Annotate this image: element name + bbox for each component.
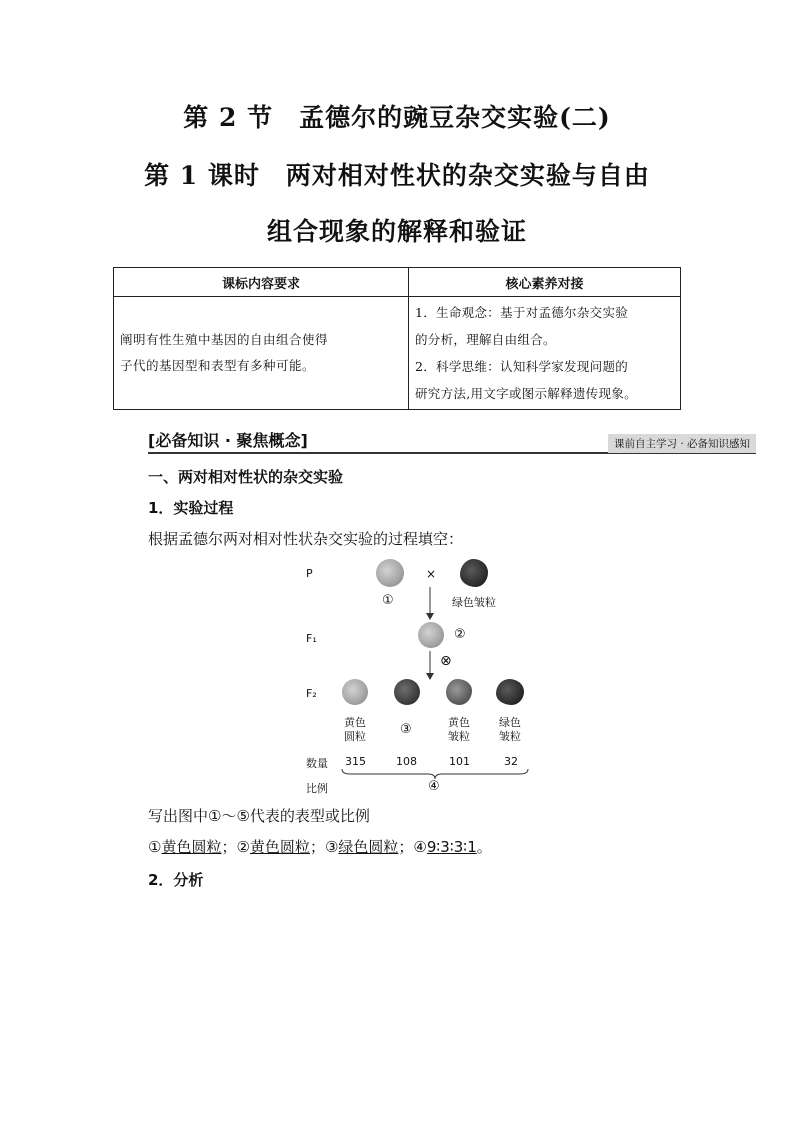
pea-yellow-round-icon xyxy=(376,559,404,587)
literacy-line: 研究方法,用文字或图示解释遗传现象。 xyxy=(415,386,637,401)
arrow-down-icon xyxy=(424,651,436,681)
literacy-line: 1．生命观念：基于对孟德尔杂交实验 xyxy=(415,305,629,320)
arrow-down-icon xyxy=(424,587,436,621)
requirement-cell xyxy=(114,297,409,410)
count-value: 101 xyxy=(449,755,470,768)
heading-experiment-process: 1．实验过程 xyxy=(148,499,234,517)
answer-blank: 9∶3∶3∶1 xyxy=(426,838,477,856)
answer-prefix: ；② xyxy=(221,838,250,856)
col-header-requirement: 课标内容要求 xyxy=(114,268,409,297)
pea-f2-yellow-round-icon xyxy=(342,679,368,705)
pea-f2-green-wrinkled-icon xyxy=(496,679,524,705)
f2-label-1: 黄色 圆粒 xyxy=(344,716,366,743)
answer-blank: 黄色圆粒 xyxy=(161,838,222,856)
heading-cross-experiment: 一、两对相对性状的杂交实验 xyxy=(148,468,344,486)
question-text: 写出图中①～⑤代表的表型或比例 xyxy=(148,807,370,825)
self-cross-symbol: ⊗ xyxy=(440,653,452,669)
literacy-line: 的分析，理解自由组合。 xyxy=(415,332,556,347)
p-parent2-label: 绿色皱粒 xyxy=(452,596,496,609)
table-row xyxy=(114,297,681,410)
section-title: 第 2 节 孟德尔的豌豆杂交实验(二) xyxy=(183,103,611,132)
answer-prefix: ；③ xyxy=(309,838,339,856)
answer-prefix: ① xyxy=(148,838,162,856)
requirement-line: 阐明有性生殖中基因的自由组合使得 xyxy=(120,332,329,347)
pea-green-wrinkled-icon xyxy=(460,559,488,587)
instruction-text: 根据孟德尔两对相对性状杂交实验的过程填空： xyxy=(148,530,464,548)
f2-label-4: 绿色 皱粒 xyxy=(499,716,521,743)
table-header-row xyxy=(114,268,681,297)
pea-f2-green-round-icon xyxy=(394,679,420,705)
answer-prefix: ；④ xyxy=(398,838,427,856)
mark-4: ④ xyxy=(428,779,440,794)
answer-end: 。 xyxy=(476,838,492,856)
count-value: 32 xyxy=(504,755,518,768)
literacy-line: 2．科学思维：认知科学家发现问题的 xyxy=(415,359,629,374)
mark-3: ③ xyxy=(400,722,412,737)
answer-line xyxy=(148,836,492,857)
pea-f2-yellow-wrinkled-icon xyxy=(446,679,472,705)
f2-label-3: 黄色 皱粒 xyxy=(448,716,470,743)
standards-table xyxy=(113,267,681,410)
answer-blank: 黄色圆粒 xyxy=(249,838,310,856)
section-tag: 课前自主学习 · 必备知识感知 xyxy=(608,434,756,453)
cross-symbol: × xyxy=(426,567,437,581)
mark-1: ① xyxy=(382,593,394,608)
answer-blank: 绿色圆粒 xyxy=(338,838,399,856)
ratio-label: 比例 xyxy=(306,782,328,795)
cross-diagram xyxy=(290,555,550,795)
requirement-line: 子代的基因型和表型有多种可能。 xyxy=(120,358,316,373)
gen-label-f1: F₁ xyxy=(306,632,317,645)
section-header-bar xyxy=(148,428,756,454)
pea-f1-icon xyxy=(418,622,444,648)
gen-label-p: P xyxy=(306,567,313,580)
section-heading: [必备知识 · 聚焦概念] xyxy=(148,431,308,450)
count-value: 315 xyxy=(345,755,366,768)
count-value: 108 xyxy=(396,755,417,768)
literacy-cell xyxy=(409,297,681,410)
heading-analysis: 2．分析 xyxy=(148,871,204,889)
lesson-title-line1: 第 1 课时 两对相对性状的杂交实验与自由 xyxy=(144,161,650,190)
mark-2: ② xyxy=(454,627,466,642)
count-label: 数量 xyxy=(306,757,328,770)
col-header-literacy: 核心素养对接 xyxy=(409,268,681,297)
lesson-title-line2: 组合现象的解释和验证 xyxy=(266,217,527,246)
gen-label-f2: F₂ xyxy=(306,687,317,700)
